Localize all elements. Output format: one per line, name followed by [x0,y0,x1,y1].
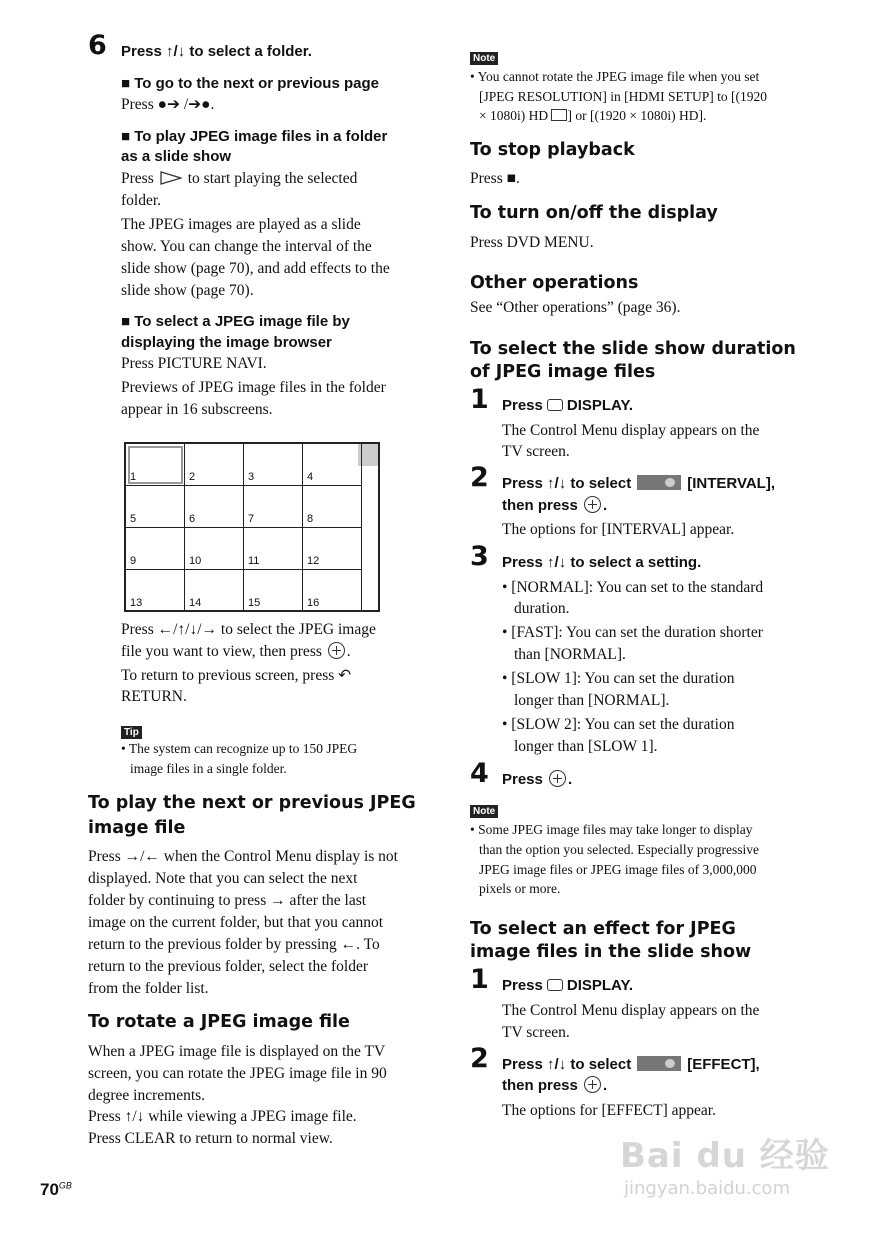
grid-cell-number: 11 [248,555,260,567]
option-slow1-line-1: • [SLOW 1]: You can set the duration [502,670,735,687]
duration-step-4-heading: Press . [502,771,573,788]
rotate-line-5: Press CLEAR to return to normal view. [88,1130,333,1147]
browser-heading: ■ To select a JPEG image file by [121,313,350,330]
option-fast-line-2: than [NORMAL]. [514,646,626,663]
browser-heading-2: displaying the image browser [121,334,332,351]
display-icon [547,979,563,991]
grid-cell-number: 6 [189,513,196,525]
rotate-line-2: screen, you can rotate the JPEG image file in 90 [88,1065,387,1082]
option-slow1-line-2: longer than [NORMAL]. [514,692,670,709]
grid-cell-3[interactable] [244,444,303,486]
step-6-heading: Press ↑/↓ to select a folder. [121,43,312,60]
watermark-logo: Bai du 经验 [620,1136,830,1176]
option-slow2-line-1: • [SLOW 2]: You can set the duration [502,716,735,733]
grid-cell-14[interactable] [185,570,244,612]
other-text: See “Other operations” (page 36). [470,299,681,316]
enter-icon [549,770,566,787]
other-heading: Other operations [470,273,639,293]
tip-badge: Tip [121,726,142,739]
step-6-number: 6 [88,30,107,61]
grid-cell-number: 7 [248,513,255,525]
grid-cell-number: 9 [130,555,137,567]
note-1-line-1: • You cannot rotate the JPEG image file when you set [470,69,760,84]
duration-step-3-number: 3 [470,541,489,572]
grid-cell-number: 15 [248,597,261,609]
next-prev-jpeg-line-1: Press →/← when the Control Menu display is not [88,848,398,865]
rotate-line-1: When a JPEG image file is displayed on the TV [88,1043,386,1060]
duration-step-2-heading: Press ↑/↓ to select [INTERVAL], [502,475,776,492]
note-2-badge: Note [470,805,498,818]
display-heading: To turn on/off the display [470,203,718,223]
image-browser-grid [124,442,380,612]
rotate-line-3: degree increments. [88,1087,206,1104]
option-normal-line-1: • [NORMAL]: You can set to the standard [502,579,764,596]
display-icon [547,399,563,411]
next-prev-page-text: Press ●➔ /➔●. [121,96,215,113]
effect-heading: To select an effect for JPEG [470,919,736,939]
next-prev-jpeg-line-6: return to the previous folder, select the folder [88,958,368,975]
grid-cell-number: 10 [189,555,202,567]
note-2-line-2: than the option you selected. Especially progressive [479,842,760,857]
effect-heading-2: image files in the slide show [470,942,752,962]
effect-step-2-line: The options for [EFFECT] appear. [502,1102,716,1119]
slideshow-para-3: slide show (page 70), and add effects to the [121,260,390,277]
grid-cell-13[interactable] [126,570,185,612]
slideshow-para-1: The JPEG images are played as a slide [121,216,361,233]
duration-step-4-number: 4 [470,758,489,789]
grid-cell-number: 12 [307,555,320,567]
duration-step-2-number: 2 [470,462,489,493]
duration-step-1-line-1: The Control Menu display appears on the [502,422,760,439]
option-normal-line-2: duration. [514,600,570,617]
effect-step-1-number: 1 [470,964,489,995]
grid-cell-9[interactable] [126,528,185,570]
enter-icon [584,1076,601,1093]
slideshow-heading-2: as a slide show [121,148,232,165]
enter-icon [584,496,601,513]
next-prev-jpeg-line-7: from the folder list. [88,980,209,997]
stop-heading: To stop playback [470,140,635,160]
effect-step-1-line-1: The Control Menu display appears on the [502,1002,760,1019]
slideshow-heading: ■ To play JPEG image files in a folder [121,128,388,145]
stop-text: Press ■. [470,170,520,187]
grid-cell-7[interactable] [244,486,303,528]
note-1-line-2: [JPEG RESOLUTION] in [HDMI SETUP] to [(1920 [479,89,767,104]
duration-step-1-number: 1 [470,384,489,415]
tip-line-2: image files in a single folder. [130,761,287,776]
duration-heading: To select the slide show duration [470,339,796,359]
grid-cell-number: 3 [248,471,255,483]
browser-line-2: Previews of JPEG image files in the folder [121,379,386,396]
note-1-line-3: × 1080i) HD ] or [(1920 × 1080i) HD]. [479,108,707,123]
grid-cell-number: 5 [130,513,137,525]
duration-step-1-heading: Press DISPLAY. [502,397,634,414]
browser-line-1: Press PICTURE NAVI. [121,355,267,372]
grid-cell-number: 4 [307,471,314,483]
note-1-badge: Note [470,52,498,65]
after-grid-line-2: file you want to view, then press . [121,643,351,660]
after-grid-line-3: To return to previous screen, press ↶ [121,667,352,684]
grid-cell-number: 2 [189,471,196,483]
next-prev-jpeg-line-3: folder by continuing to press → after the last [88,892,367,909]
after-grid-line-4: RETURN. [121,688,187,705]
option-slow2-line-2: longer than [SLOW 1]. [514,738,658,755]
effect-step-1-line-2: TV screen. [502,1024,570,1041]
grid-cell-16[interactable] [303,570,362,612]
grid-cell-2[interactable] [185,444,244,486]
note-2-line-1: • Some JPEG image files may take longer to display [470,822,753,837]
interval-menu-icon [637,475,681,490]
grid-cell-10[interactable] [185,528,244,570]
rotate-line-4: Press ↑/↓ while viewing a JPEG image file. [88,1108,357,1125]
duration-step-1-line-2: TV screen. [502,443,570,460]
duration-step-2-heading-2: then press . [502,497,608,514]
return-icon: ↶ [338,667,352,684]
enter-icon [328,642,345,659]
effect-step-2-heading: Press ↑/↓ to select [EFFECT], [502,1056,760,1073]
note-2-line-3: JPEG image files or JPEG image files of 3,000,000 [479,862,757,877]
grid-cell-11[interactable] [244,528,303,570]
duration-heading-2: of JPEG image files [470,362,656,382]
note-2-line-4: pixels or more. [479,881,561,896]
slideshow-para-2: show. You can change the interval of the [121,238,372,255]
display-text: Press DVD MENU. [470,234,594,251]
option-fast-line-1: • [FAST]: You can set the duration shorter [502,624,763,641]
grid-cell-4[interactable] [303,444,362,486]
browser-line-3: appear in 16 subscreens. [121,401,273,418]
effect-step-2-number: 2 [470,1043,489,1074]
duration-step-2-line: The options for [INTERVAL] appear. [502,521,735,538]
grid-cell-12[interactable] [303,528,362,570]
slideshow-line2: folder. [121,192,162,209]
next-prev-jpeg-heading: To play the next or previous JPEG [88,793,416,813]
next-prev-jpeg-line-5: return to the previous folder by pressing ←. To [88,936,380,953]
watermark-url: jingyan.baidu.com [624,1178,791,1199]
page-number: $70^{GB}$ [40,1180,72,1199]
effect-step-1-heading: Press DISPLAY. [502,977,634,994]
effect-step-2-heading-2: then press . [502,1077,608,1094]
next-prev-jpeg-line-4: image on the current folder, but that you cannot [88,914,384,931]
next-prev-jpeg-heading-2: image file [88,818,186,838]
grid-cell-number: 14 [189,597,202,609]
slideshow-para-4: slide show (page 70). [121,282,254,299]
slideshow-line1: Press to start playing the selected [121,170,358,187]
grid-cell-number: 16 [307,597,320,609]
duration-step-3-heading: Press ↑/↓ to select a setting. [502,554,702,571]
play-icon [160,171,182,185]
rotate-heading: To rotate a JPEG image file [88,1012,350,1032]
next-prev-jpeg-line-2: displayed. Note that you can select the next [88,870,358,887]
after-grid-line-1: Press ←/↑/↓/→ to select the JPEG image [121,621,376,638]
hd-box-icon [551,109,567,121]
grid-cell-number: 13 [130,597,143,609]
grid-cell-5[interactable] [126,486,185,528]
tip-line-1: • The system can recognize up to 150 JPEG [121,741,358,756]
next-prev-page-heading: ■ To go to the next or previous page [121,75,379,92]
grid-cell-1[interactable] [126,444,185,486]
grid-cell-15[interactable] [244,570,303,612]
effect-menu-icon [637,1056,681,1071]
grid-cell-6[interactable] [185,486,244,528]
grid-cell-8[interactable] [303,486,362,528]
grid-cell-number: 8 [307,513,314,525]
grid-cell-number: 1 [130,471,137,483]
